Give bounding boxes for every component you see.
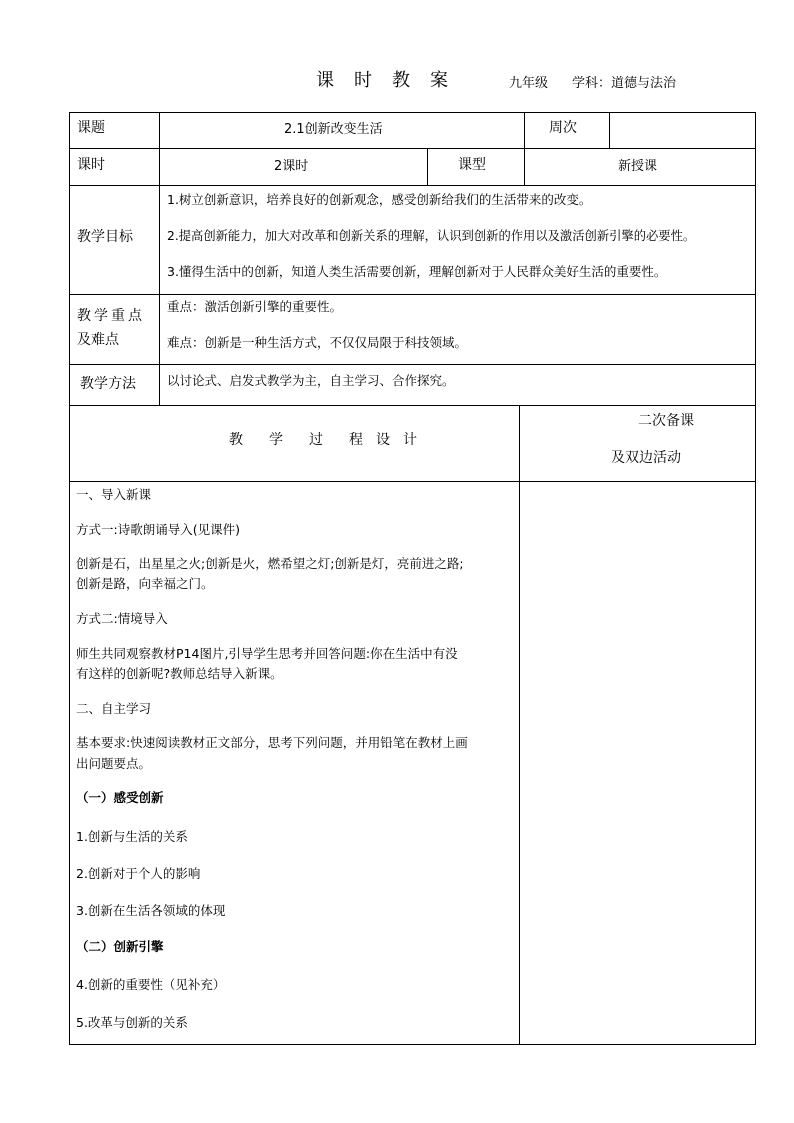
keypoints-label: 及难点 (77, 332, 119, 348)
process-text: 方式一:诗歌朗诵导入(见课件) (76, 522, 240, 537)
title-char: 教 (392, 70, 410, 91)
process-text: 出问题要点。 (76, 756, 152, 771)
row-divider (69, 405, 756, 406)
side-heading-line2: 及双边活动 (611, 450, 681, 466)
page-title (316, 66, 468, 92)
keypoints-label: 教学重点 (77, 308, 145, 324)
process-subheading: （二）创新引擎 (76, 939, 164, 954)
process-item: 3.创新在生活各领域的体现 (76, 903, 226, 918)
type-label: 课型 (458, 157, 486, 173)
difficult-point: 难点：创新是一种生活方式，不仅仅局限于科技领域。 (167, 335, 468, 350)
column-divider (524, 148, 525, 186)
method-label: 教学方法 (80, 376, 136, 392)
hours-value: 2课时 (274, 159, 309, 174)
row-divider (69, 294, 756, 295)
process-item: 2.创新对于个人的影响 (76, 866, 201, 881)
row-divider (69, 148, 756, 149)
process-text: 方式二:情境导入 (76, 611, 168, 626)
process-item: 5.改革与创新的关系 (76, 1015, 188, 1030)
process-text: 师生共同观察教材P14图片,引导学生思考并回答问题:你在生活中有没 (76, 646, 458, 661)
process-text: 创新是石，出星星之火;创新是火，燃希望之灯;创新是灯，亮前进之路; (76, 556, 464, 571)
process-heading: 二、自主学习 (76, 701, 152, 716)
column-divider (524, 112, 525, 149)
topic-value: 2.1创新改变生活 (284, 122, 383, 137)
week-label: 周次 (549, 120, 577, 136)
process-text: 创新是路，向幸福之门。 (76, 576, 214, 591)
process-heading: 一、导入新课 (76, 487, 152, 502)
row-divider (69, 185, 756, 186)
goal-item: 2.提高创新能力，加大对改革和创新关系的理解，认识到创新的作用以及激活创新引擎的必要性。 (167, 229, 696, 243)
process-design-heading: 教 学 过 程 设 计 (229, 432, 417, 448)
grade-label: 九年级 (509, 76, 549, 91)
type-value: 新授课 (618, 159, 658, 174)
column-divider (427, 148, 428, 186)
process-subheading: （一）感受创新 (76, 790, 164, 805)
row-divider (69, 364, 756, 365)
topic-label: 课题 (77, 120, 105, 136)
process-text: 基本要求:快速阅读教材正文部分，思考下列问题，并用铅笔在教材上画 (76, 735, 468, 750)
document-header (0, 66, 794, 94)
subject-label: 学科：道德与法治 (572, 76, 677, 91)
process-item: 1.创新与生活的关系 (76, 829, 188, 844)
hours-label: 课时 (77, 157, 105, 173)
process-item: 4.创新的重要性（见补充） (76, 977, 226, 992)
title-char: 案 (430, 70, 448, 91)
key-point: 重点：激活创新引擎的重要性。 (167, 299, 343, 314)
goal-item: 1.树立创新意识，培养良好的创新观念，感受创新给我们的生活带来的改变。 (167, 192, 592, 207)
column-divider (519, 405, 520, 1045)
column-divider (609, 112, 610, 149)
side-heading-line1: 二次备课 (638, 413, 694, 429)
column-divider (159, 112, 160, 405)
title-char: 课 (316, 70, 334, 91)
process-text: 有这样的创新呢?教师总结导入新课。 (76, 666, 283, 681)
goals-label: 教学目标 (77, 229, 133, 245)
row-divider (69, 481, 756, 482)
method-value: 以讨论式、启发式教学为主，自主学习、合作探究。 (167, 373, 455, 388)
title-char: 时 (354, 70, 372, 91)
goal-item: 3.懂得生活中的创新，知道人类生活需要创新，理解创新对于人民群众美好生活的重要性。 (167, 264, 667, 279)
